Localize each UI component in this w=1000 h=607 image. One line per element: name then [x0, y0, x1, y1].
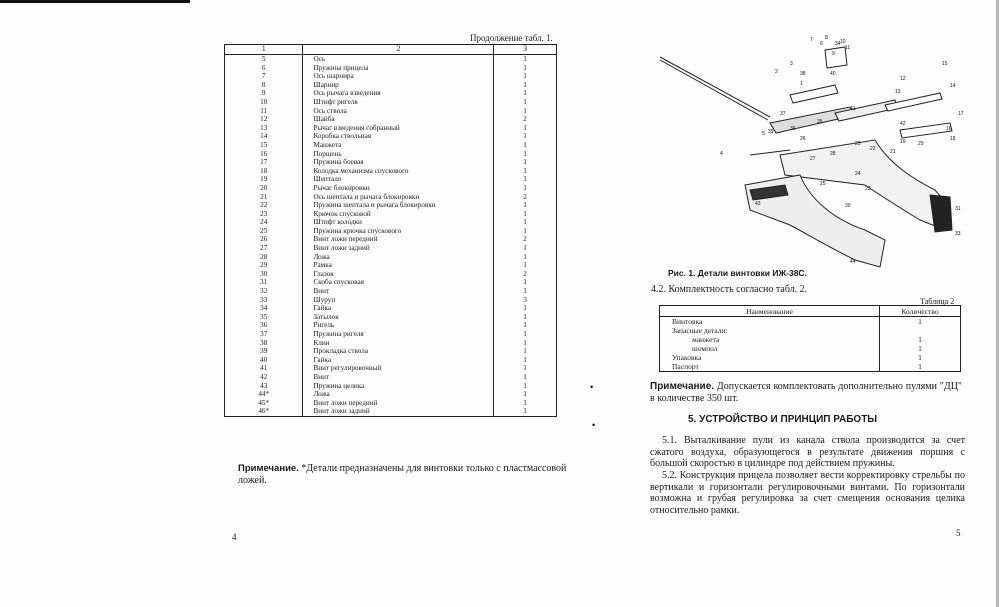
table2-header-qty: Количество — [880, 306, 961, 317]
part-number: 30 — [225, 270, 303, 279]
callout-label: 1 — [800, 81, 803, 87]
part-qty: 1 — [494, 81, 557, 90]
buttplate — [930, 195, 952, 232]
part-name: Прокладка ствола — [303, 347, 494, 356]
page-number-right: 5 — [956, 528, 961, 538]
callout-label: 2 — [775, 69, 778, 75]
completeness-table — [659, 305, 961, 372]
part-number: 15 — [225, 141, 303, 150]
part-name: Поршень — [303, 150, 494, 159]
part-number: 14 — [225, 132, 303, 141]
part-qty: 1 — [494, 382, 557, 391]
part-name: Ложа — [303, 253, 494, 262]
part-number: 17 — [225, 158, 303, 167]
part-qty: 1 — [494, 210, 557, 219]
part-name: Крючок спусковой — [303, 210, 494, 219]
part-name: Клин — [303, 339, 494, 348]
table-row — [225, 304, 557, 313]
page-number-left: 4 — [232, 532, 237, 542]
table-row — [660, 362, 961, 372]
callout-label: 23 — [865, 186, 871, 192]
part-number: 10 — [225, 98, 303, 107]
part-qty: 1 — [494, 399, 557, 408]
table-row — [225, 184, 557, 193]
part-qty: 1 — [494, 287, 557, 296]
part-name: Гайка — [303, 304, 494, 313]
part-number: 38 — [225, 339, 303, 348]
part-number: 46* — [225, 407, 303, 416]
part-number: 45* — [225, 399, 303, 408]
part-number: 39 — [225, 347, 303, 356]
part-number: 25 — [225, 227, 303, 236]
part-name: Винт ложи задний — [303, 244, 494, 253]
table2-header-name: Наименование — [660, 306, 880, 317]
callout-label: 35 — [817, 119, 823, 125]
callout-label: 30 — [845, 203, 851, 209]
callout-label: 34 — [835, 41, 841, 47]
part-number: 28 — [225, 253, 303, 262]
table-row — [225, 227, 557, 236]
part-name: Рамка — [303, 261, 494, 270]
paragraph-5-1 — [650, 435, 965, 470]
part-name: Колодка механизма спускового — [303, 167, 494, 176]
part-qty: 2 — [494, 115, 557, 124]
item-name: Паспорт — [660, 362, 880, 372]
callout-label: 18 — [950, 136, 956, 142]
table-row — [225, 356, 557, 365]
table-row — [225, 407, 557, 416]
part-name: Ось рычага взведения — [303, 89, 494, 98]
paragraph-5-2 — [650, 470, 965, 516]
part-qty: 1 — [494, 72, 557, 81]
scan-mark: • — [592, 420, 596, 430]
part-name: Винт — [303, 373, 494, 382]
callout-label: 38 — [800, 71, 806, 77]
part-number: 23 — [225, 210, 303, 219]
part-name: Винт ложи передний — [303, 399, 494, 408]
item-qty: 1 — [880, 317, 961, 327]
callout-label: 16 — [946, 126, 952, 132]
scope-rail-part — [790, 85, 838, 103]
part-name: Скоба спусковая — [303, 278, 494, 287]
callout-label: 11 — [845, 45, 851, 51]
callout-label: 22 — [870, 146, 876, 152]
part-number: 35 — [225, 313, 303, 322]
header-col-2: 2 — [303, 45, 494, 55]
paragraph-5-2-text: 5.2. Конструкция прицела позволяет вести корректировку стрельбы по вертикали и горизонтали регулировочными винтами. По горизонтали возможна и грубая регулировка за счет смещения основания целика относительно рамки. — [650, 470, 965, 516]
table-row — [225, 347, 557, 356]
part-name: Винт регулировочный — [303, 364, 494, 373]
section-title: 5. УСТРОЙСТВО И ПРИНЦИП РАБОТЫ — [688, 414, 878, 425]
table-row — [225, 158, 557, 167]
part-qty: 1 — [494, 98, 557, 107]
table-row — [660, 326, 961, 335]
part-number: 18 — [225, 167, 303, 176]
part-name: Ось — [303, 55, 494, 64]
callout-label: 3 — [790, 61, 793, 67]
part-name: Пружина крючка спускового — [303, 227, 494, 236]
callout-label: 24 — [855, 171, 861, 177]
part-name: Шайба — [303, 115, 494, 124]
part-number: 37 — [225, 330, 303, 339]
part-number: 29 — [225, 261, 303, 270]
part-name: Коробка ствольная — [303, 132, 494, 141]
table-row — [225, 64, 557, 73]
part-name: Винт ложи задний — [303, 407, 494, 416]
item-qty: 1 — [880, 362, 961, 372]
part-number: 5 — [225, 55, 303, 64]
part-qty: 1 — [494, 313, 557, 322]
callout-label: 13 — [895, 89, 901, 95]
part-number: 22 — [225, 201, 303, 210]
part-qty: 1 — [494, 390, 557, 399]
part-number: 43 — [225, 382, 303, 391]
part-name: Шарнир — [303, 81, 494, 90]
table-row — [225, 261, 557, 270]
part-qty: 2 — [494, 270, 557, 279]
item-qty: 1 — [880, 344, 961, 353]
part-qty: 1 — [494, 364, 557, 373]
table-row — [225, 382, 557, 391]
table2-title: Таблица 2 — [920, 297, 955, 306]
table-row — [225, 218, 557, 227]
table-row — [660, 344, 961, 353]
table-row — [225, 244, 557, 253]
table-row — [225, 287, 557, 296]
part-qty: 1 — [494, 339, 557, 348]
callout-label: 25 — [820, 181, 826, 187]
part-name: Шептало — [303, 175, 494, 184]
table-row — [225, 167, 557, 176]
part-number: 6 — [225, 64, 303, 73]
callout-label: 39 — [768, 129, 774, 135]
part-number: 24 — [225, 218, 303, 227]
part-qty: 1 — [494, 158, 557, 167]
item-qty: 1 — [880, 353, 961, 362]
callout-label: 26 — [800, 136, 806, 142]
callout-label: 31 — [955, 206, 961, 212]
callout-label: 20 — [918, 141, 924, 147]
callout-label: 44 — [850, 259, 856, 265]
part-qty: 1 — [494, 261, 557, 270]
part-qty: 1 — [494, 201, 557, 210]
callout-label: 33 — [955, 231, 961, 237]
callout-label: 15 — [942, 61, 948, 67]
part-number: 34 — [225, 304, 303, 313]
rifle-exploded-diagram — [650, 35, 970, 270]
part-qty: 1 — [494, 330, 557, 339]
callout-label: 9 — [832, 51, 835, 57]
part-qty: 1 — [494, 167, 557, 176]
part-qty: 1 — [494, 227, 557, 236]
callout-label: 5 — [762, 131, 765, 137]
callout-label: 7 — [810, 37, 813, 43]
part-name: Ригель — [303, 321, 494, 330]
part-name: Ложа — [303, 390, 494, 399]
part-number: 13 — [225, 124, 303, 133]
part-name: Пружина ригеля — [303, 330, 494, 339]
callout-label: 21 — [890, 149, 896, 155]
table-row — [225, 201, 557, 210]
part-qty: 1 — [494, 347, 557, 356]
part-qty: 1 — [494, 124, 557, 133]
left-note-text: *Детали предназначены для винтовки только с пластмассовой ложей. — [238, 463, 567, 486]
right-note-text: Допускается комплектовать дополнительно пулями "ДЦ" в количестве 350 шт. — [650, 381, 962, 404]
table-row — [225, 175, 557, 184]
right-note — [650, 381, 962, 405]
part-name: Гайка — [303, 356, 494, 365]
table2-header — [660, 306, 961, 317]
table-row — [225, 55, 557, 64]
table-row — [225, 390, 557, 399]
part-qty: 1 — [494, 278, 557, 287]
table-row — [225, 98, 557, 107]
table-row — [225, 313, 557, 322]
table-row — [225, 339, 557, 348]
table-row — [225, 72, 557, 81]
subsection-4-2: 4.2. Комплектность согласно табл. 2. — [651, 284, 808, 295]
part-qty: 2 — [494, 235, 557, 244]
callout-label: 27 — [810, 156, 816, 162]
part-name: Штифт ригеля — [303, 98, 494, 107]
part-number: 20 — [225, 184, 303, 193]
table-row — [225, 270, 557, 279]
part-name: Рычаг взведения собранный — [303, 124, 494, 133]
table-row — [225, 124, 557, 133]
table-row — [225, 253, 557, 262]
part-name: Пружина шептала и рычага блокировки — [303, 201, 494, 210]
callout-label: 36 — [790, 126, 796, 132]
table-row — [225, 235, 557, 244]
callout-label: 29 — [855, 141, 861, 147]
table-row — [225, 132, 557, 141]
part-name: Затылок — [303, 313, 494, 322]
item-qty — [880, 326, 961, 335]
callout-label: 4 — [720, 151, 723, 157]
part-name: Глазок — [303, 270, 494, 279]
part-qty: 3 — [494, 296, 557, 305]
table-row — [225, 210, 557, 219]
table-row — [225, 115, 557, 124]
part-name: Шуруп — [303, 296, 494, 305]
part-number: 21 — [225, 193, 303, 202]
part-qty: 1 — [494, 356, 557, 365]
part-qty: 1 — [494, 218, 557, 227]
callout-label: 14 — [950, 83, 956, 89]
paragraph-5-1-text: 5.1. Выталкивание пули из канала ствола производится за счет сжатого воздуха, образующегося в результате движения поршня с большой скоростью в цилиндре под действием пружины. — [650, 435, 965, 469]
part-name: Винт ложи передний — [303, 235, 494, 244]
part-number: 42 — [225, 373, 303, 382]
part-name: Пружина целика — [303, 382, 494, 391]
table-row — [225, 364, 557, 373]
part-qty: 1 — [494, 373, 557, 382]
part-number: 8 — [225, 81, 303, 90]
scan-edge-bar — [0, 0, 190, 3]
table-row — [225, 321, 557, 330]
item-name: шомпол — [660, 344, 880, 353]
item-name: Запасные детали: — [660, 326, 880, 335]
part-qty: 1 — [494, 321, 557, 330]
parts-table-header — [225, 45, 557, 55]
callout-label: 10 — [840, 39, 846, 45]
table-row — [225, 81, 557, 90]
part-qty: 1 — [494, 107, 557, 116]
callout-label: 41 — [850, 106, 856, 112]
part-qty: 1 — [494, 150, 557, 159]
part-qty: 1 — [494, 141, 557, 150]
part-number: 19 — [225, 175, 303, 184]
header-col-1: 1 — [225, 45, 303, 55]
part-number: 26 — [225, 235, 303, 244]
part-number: 11 — [225, 107, 303, 116]
part-qty: 1 — [494, 253, 557, 262]
callout-label: 12 — [900, 76, 906, 82]
table-row — [225, 373, 557, 382]
header-col-3: 3 — [494, 45, 557, 55]
figure-caption: Рис. 1. Детали винтовки ИЖ-38С. — [668, 268, 807, 278]
continuation-title: Продолжение табл. 1. — [470, 33, 553, 43]
part-number: 27 — [225, 244, 303, 253]
callout-label: 43 — [755, 201, 761, 207]
part-number: 36 — [225, 321, 303, 330]
table-row — [660, 335, 961, 344]
part-qty: 2 — [494, 193, 557, 202]
callout-label: 8 — [825, 35, 828, 41]
part-qty: 1 — [494, 64, 557, 73]
part-number: 7 — [225, 72, 303, 81]
part-name: Манжета — [303, 141, 494, 150]
part-qty: 1 — [494, 89, 557, 98]
part-number: 31 — [225, 278, 303, 287]
table-row — [225, 278, 557, 287]
part-name: Ось ствола — [303, 107, 494, 116]
callout-label: 28 — [830, 151, 836, 157]
callout-label: 19 — [900, 139, 906, 145]
part-qty: 1 — [494, 184, 557, 193]
table-row — [225, 150, 557, 159]
table-row — [660, 353, 961, 362]
right-note-label: Примечание. — [650, 381, 715, 392]
item-name: Винтовка — [660, 317, 880, 327]
part-number: 16 — [225, 150, 303, 159]
callout-label: 17 — [958, 111, 964, 117]
item-qty: 1 — [880, 335, 961, 344]
part-name: Винт — [303, 287, 494, 296]
part-qty: 1 — [494, 55, 557, 64]
item-name: манжета — [660, 335, 880, 344]
part-qty: 1 — [494, 175, 557, 184]
table-row — [225, 107, 557, 116]
table-row — [660, 317, 961, 327]
part-number: 40 — [225, 356, 303, 365]
table-row — [225, 296, 557, 305]
callout-label: 37 — [780, 111, 786, 117]
parts-table — [224, 44, 557, 417]
part-name: Рычаг блокировки — [303, 184, 494, 193]
part-name: Штифт колодки — [303, 218, 494, 227]
table-row — [225, 89, 557, 98]
part-number: 41 — [225, 364, 303, 373]
left-note-label: Примечание. — [238, 463, 299, 474]
callout-label: 6 — [820, 41, 823, 47]
part-name: Пружина прицела — [303, 64, 494, 73]
part-name: Ось шарнира — [303, 72, 494, 81]
barrel-line — [660, 57, 770, 117]
scan-right-edge — [996, 0, 999, 607]
part-qty: 1 — [494, 132, 557, 141]
callout-label: 40 — [830, 71, 836, 77]
part-number: 9 — [225, 89, 303, 98]
sight-part — [825, 47, 847, 68]
part-number: 44* — [225, 390, 303, 399]
table-row — [225, 399, 557, 408]
part-name: Пружина боевая — [303, 158, 494, 167]
part-qty: 1 — [494, 304, 557, 313]
part-number: 33 — [225, 296, 303, 305]
table-row — [225, 193, 557, 202]
callout-label: 42 — [900, 121, 906, 127]
item-name: Упаковка — [660, 353, 880, 362]
part-number: 32 — [225, 287, 303, 296]
part-number: 12 — [225, 115, 303, 124]
left-note — [238, 463, 568, 487]
part-qty: 1 — [494, 407, 557, 416]
trigger-housing-part — [900, 123, 952, 138]
table-row — [225, 330, 557, 339]
barrel-line — [660, 60, 768, 120]
part-qty: 1 — [494, 244, 557, 253]
table-row — [225, 141, 557, 150]
scan-mark: • — [590, 382, 594, 392]
part-name: Ось шептала и рычага блокировки — [303, 193, 494, 202]
